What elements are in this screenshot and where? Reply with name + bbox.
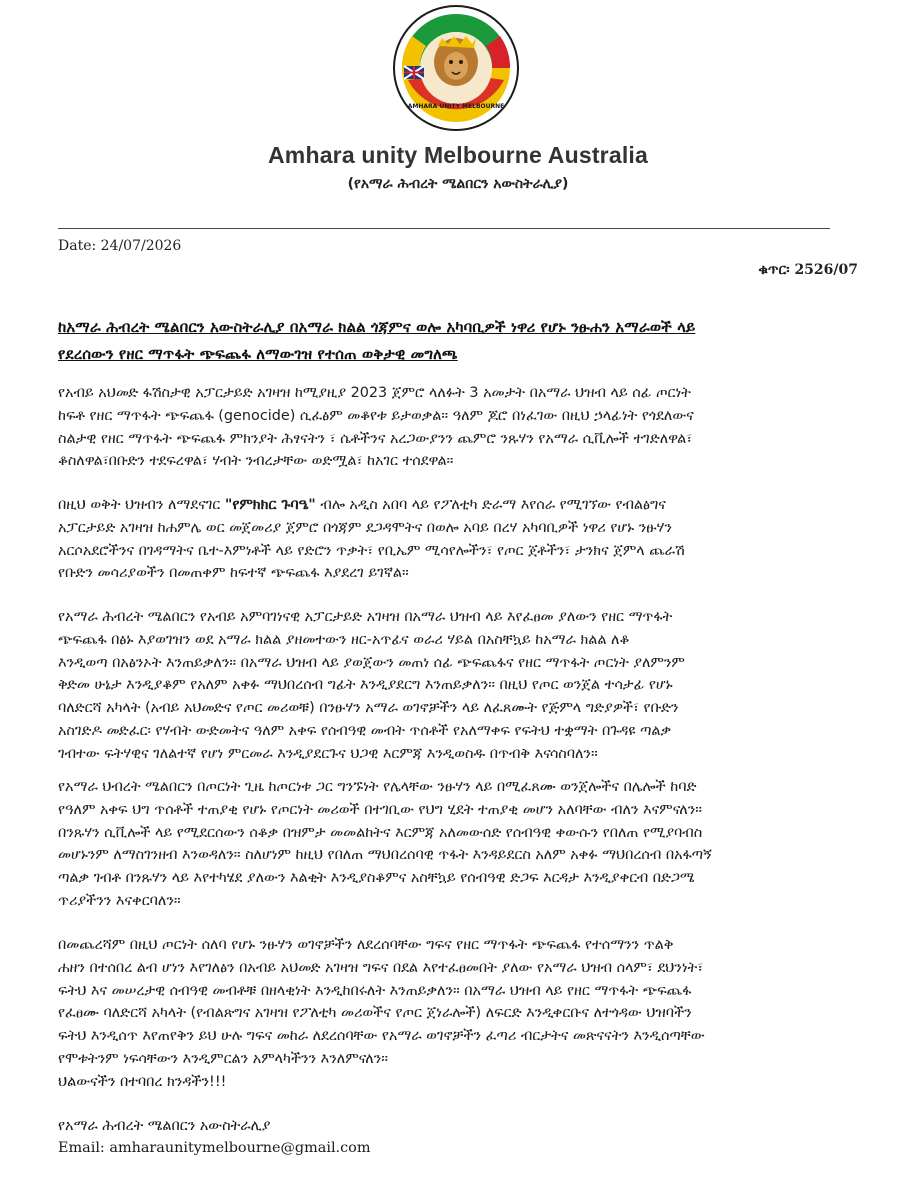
- paragraph-line: አርሶአደሮችንና በገዳማትና ቤተ-እምነቶች ላይ የድሮን ጥቃት፣ የቢኤም ሚሳየሎችን፣ የጦር ጀቶችን፣ ታንክና ጀምላ ጨራሽ: [58, 542, 685, 559]
- paragraph-line: አስገድዶ መድፈር፡ የሃብት ውድመትና ዓለም አቀፍ የሰብዓዊ መብት ጥሰቶች የአለማቀፍ የፍትህ ተቋማት በጉዳዩ ጣልቃ: [58, 722, 672, 739]
- paragraph-line: አፓርታይድ አገዛዝ ከሐምሌ ወር መጀመሪያ ጀምሮ በጎጃም ደጋዳሞትና በወሎ አባይ በረሃ አካባቢዎች ነዋሪ የሆኑ ንፁሃን: [58, 519, 672, 536]
- organization-logo: [392, 4, 520, 132]
- paragraph-line: ፍትህ እንዲሰጥ እየጠየቅን ይህ ሁሉ ግፍና መከራ ለደረሰባቸው የአማራ ወገኖቻችን ፈጣሪ ብርታትና መጽናናትን እንዲሰጣቸው: [58, 1028, 705, 1045]
- organization-name: Amhara unity Melbourne Australia: [267, 142, 648, 168]
- paragraph-line: ገብተው ፍትሃዊና ገለልተኛ የሆነ ምርመራ እንዲያደርጉና ህጋዊ እርምጃ እንዲወስዱ በጥብቅ እናሳስባለን።: [58, 745, 598, 762]
- reference-number: ቁጥር፡ 2526/07: [758, 262, 858, 278]
- paragraph-4: [58, 776, 868, 913]
- paragraph-text: ብሎ አዲስ አበባ ላይ የፖለቲካ ድራማ እየሰራ የሚገኘው የብልፅግና: [315, 497, 666, 513]
- paragraph-line: ጥሪያችንን እናቀርባለን።: [58, 892, 181, 909]
- paragraph-line: ጣልቃ ገብቶ በንጹሃን ላይ እየተካሄደ ያለውን እልቂት እንዲያስቆምና አስቸኳይ የሰብዓዊ ድጋፍ እርዳታ እንዲያቀርብ በድጋሜ: [58, 870, 695, 887]
- paragraph-1: [58, 382, 868, 473]
- signature-organization: የአማራ ሕብረት ሜልበርን አውስትራሊያ: [58, 1118, 271, 1134]
- letter-date: Date: 24/07/2026: [58, 238, 182, 254]
- paragraph-3: [58, 606, 868, 766]
- contact-email: Email: amharaunitymelbourne@gmail.com: [58, 1140, 371, 1156]
- headline-line: የደረሰውን የዘር ማጥፋት ጭፍጨፋ ለማውገዝ የተሰጠ ወቅታዊ መግለጫ: [58, 345, 458, 363]
- paragraph-line: በንጹሃን ሲቪሎች ላይ የሚደርሰውን ሰቆቃ በዝምታ መመልከትና እርምጃ አለመውሰድ የሰብዓዊ ቀውሱን የበለጠ የሚያባብስ: [58, 824, 703, 841]
- paragraph-line: ከፍቶ የዘር ማጥፋት ጭፍጨፋ (genocide) ሲፈፅም መቆየቱ ይታወቃል። ዓለም ጆሮ በነፈገው በዚህ ኃላፊነት የጎደለውና: [58, 407, 694, 424]
- headline-line: ከአማራ ሕብረት ሜልበርን አውስትራሊያ በአማራ ክልል ጎጃምና ወሎ አካባቢዎች ነዋሪ የሆኑ ንፁሐን አማራወች ላይ: [58, 318, 696, 336]
- logo-text: AMHARA UNITY MELBOURNE: [407, 103, 505, 110]
- paragraph-line: ስልታዊ የዘር ማጥፋት ጭፍጨፋ ምክንያት ሕፃናትን ፣ ሴቶችንና አረጋውያንን ጨምሮ ንጹሃን የአማራ ሲቪሎች ተገድለዋል፣: [58, 430, 693, 447]
- paragraph-line: ቅድመ ሁኔታ እንዲያቆም የአለም አቀፉ ማህበረሰብ ግፊት እንዲያደርግ እንጠይቃለን። በዚህ የጦር ወንጀል ተሳታፊ የሆኑ: [58, 677, 673, 694]
- paragraph-line: ቆስለዋል፣በቡድን ተደፍረዋል፣ ሃብት ንብረታቸው ወድሟል፣ ከአገር ተሰደዋል።: [58, 453, 454, 470]
- paragraph-line: የአማራ ሕብረት ሜልበርን የአብይ አምባገነናዊ አፓርታይድ አገዛዝ በአማራ ህዝብ ላይ እየፈፀመ ያለውን የዘር ማጥፋት: [58, 609, 673, 625]
- paragraph-line: ጭፍጨፋ በፅኑ እያወገዝን ወደ አማራ ክልል ያዘመተውን ዘር-አጥፊና ወራሪ ሃይል በአስቸኳይ ከአማራ ክልል ለቆ: [58, 631, 630, 648]
- statement-headline: [58, 314, 868, 368]
- lion-emblem-icon: [392, 4, 520, 132]
- paragraph-text: በዚህ ወቅት ህዝብን ለማደናገር: [58, 497, 225, 513]
- paragraph-line: ሐዘን በተሰበረ ልብ ሆነን እየገለፅን በአብይ አህመድ አገዛዝ ግፍና በደል እየተፈፀመበት ያለው የአማራ ህዝብ ሰላም፣ ደህንነት፣: [58, 959, 704, 976]
- consultation-conference-term: "የምክክር ጉባዔ": [224, 497, 316, 513]
- paragraph-line: በመጨረሻም በዚህ ጦርነት ሰለባ የሆኑ ንፁሃን ወገኖቻችን ለደረሰባቸው ግፍና የዘር ማጥፋት ጭፍጨፋ የተሰማንን ጥልቅ: [58, 937, 674, 953]
- paragraph-line: የቡድን መሳሪያወችን በመጠቀም ከፍተኛ ጭፍጨፋ እያደረገ ይገኛል።: [58, 565, 409, 582]
- paragraph-line: የአብይ አህመድ ፋሽስታዊ አፓርታይድ አገዛዝ ከሚያዚያ 2023 ጀምሮ ላለፉት 3 አመታት በአማራ ህዝብ ላይ ሰፊ ጦርነት: [58, 385, 691, 401]
- organization-name-amharic: (የአማራ ሕብረት ሜልበርን አውስትራሊያ): [347, 176, 569, 192]
- paragraph-line: የዓለም አቀፍ ህግ ጥሰቶች ተጠያቂ የሆኑ የጦርነት መሪወች በተገቢው የህግ ሂደት ተጠያቂ መሆን አለባቸው ብለን እናምናለን።: [58, 801, 702, 818]
- header-divider: [58, 228, 830, 229]
- paragraph-line: ፍትህ እና መሠረታዊ ሰብዓዊ መብቶቹ በዘላቂነት እንዲከበሩለት እንጠይቃለን። በአማራ ህዝብ ላይ የዘር ማጥፋት ጭፍጨፋ: [58, 982, 692, 999]
- paragraph-line: [58, 494, 868, 517]
- paragraph-line: የአማራ ህብረት ሜልበርን በጦርነት ጊዜ ከጦርነቱ ጋር ግንኙነት የሌላቸው ንፁሃን ላይ በሚፈጸሙ ወንጀሎችና በሌሎች ከባድ: [58, 779, 697, 795]
- paragraph-2: [58, 494, 868, 585]
- closing-slogan: ህልውናችን በተባበረ ክንዳችን!!!: [58, 1074, 227, 1090]
- paragraph-line: የሞቱትንም ነፍሳቸውን እንዲምርልን አምላካችንን እንለምናለን።: [58, 1050, 388, 1067]
- paragraph-line: እንዲወጣ በአፅንኦት እንጠይቃለን። በአማራ ህዝብ ላይ ያወጀውን መጠነ ሰፊ ጭፍጨፋና የዘር ማጥፋት ጦርነት ያለምንም: [58, 654, 685, 671]
- paragraph-line: መሆኑንም ለማስገንዘብ እንወዳለን። ስለሆነም ከዚህ የበለጠ ማህበረሰባዊ ጥፋት እንዳይደርስ አለም አቀፉ ማህበረሰብ በአፋጣኝ: [58, 847, 712, 864]
- paragraph-line: ባለድርሻ አካላት (አብይ አህመድና የጦር መሪወቹ) በንፁሃን አማራ ወገኖቻችን ላይ ለፈጸሙት የጅምላ ግድያዎች፣ የቡድን: [58, 700, 679, 717]
- paragraph-5: [58, 934, 868, 1071]
- paragraph-line: የፈፀሙ ባለድርሻ አካላት (የብልጽግና አገዛዝ የፖለቲካ መሪወችና የጦር ጀነራሎች) ለፍርድ እንዲቀርቡና ለተጎዳው ህዝባችን: [58, 1005, 692, 1022]
